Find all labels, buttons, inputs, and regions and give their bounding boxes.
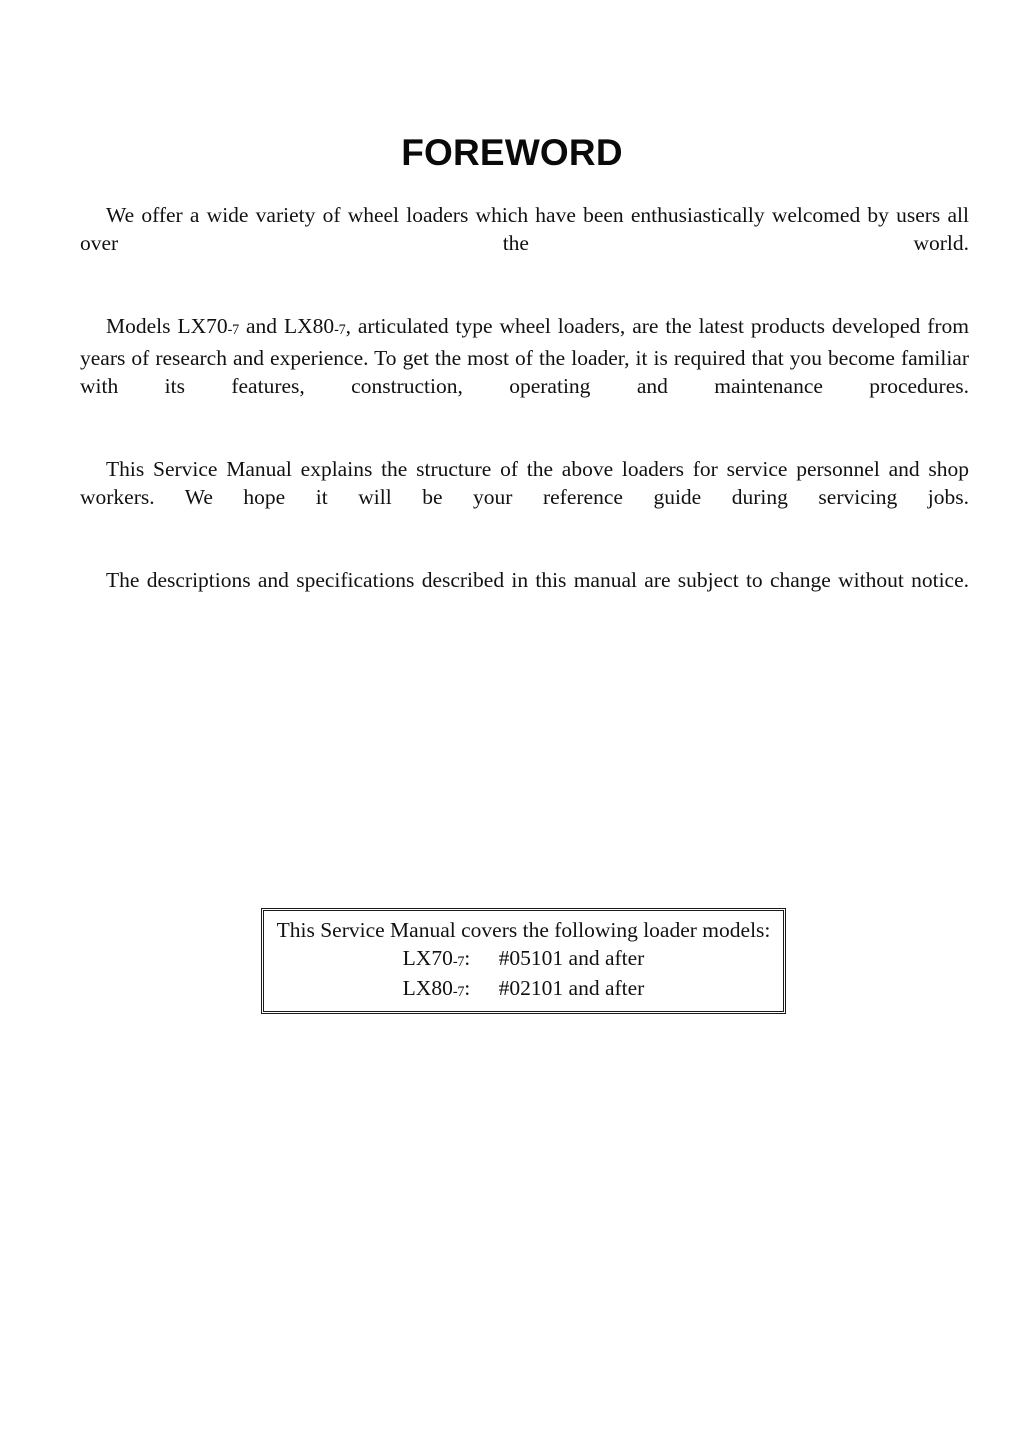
covered-model-name-lx80: LX80 bbox=[402, 976, 453, 1000]
covered-model-name-lx70: LX70 bbox=[402, 946, 453, 970]
paragraph-service-manual: This Service Manual explains the structure of the above loaders for service personnel and shop workers. We hope it will be your reference guide during servicing jobs. bbox=[80, 456, 969, 510]
paragraph-models bbox=[80, 312, 969, 429]
covered-model-serial-lx70: #05101 and after bbox=[498, 946, 645, 970]
models-paragraph-middle: and LX80 bbox=[239, 314, 335, 339]
covered-model-serial-lx80: #02101 and after bbox=[498, 976, 645, 1000]
model-lx70-suffix: -7 bbox=[227, 322, 240, 339]
covered-models-row-lx70 bbox=[403, 945, 645, 975]
paragraph-intro: We offer a wide variety of wheel loaders which have been enthusiastically welcomed by users all over the world. bbox=[80, 203, 969, 256]
model-lx80-suffix: -7 bbox=[334, 322, 346, 339]
models-paragraph-prefix: Models LX70 bbox=[106, 314, 228, 339]
models-paragraph-rest: , articulated type wheel loaders, are the latest products developed from years of research and experience. To get the most of the loader, it is required that you become familiar with its features, construction, operating and maintenance procedures. bbox=[80, 314, 970, 399]
page-title: FOREWORD bbox=[401, 132, 623, 173]
paragraph-disclaimer: The descriptions and specifications described in this manual are subject to change without notice. bbox=[106, 568, 969, 593]
covered-model-suffix-lx80: -7 bbox=[452, 984, 465, 1000]
covered-models-row-lx80 bbox=[403, 975, 645, 1005]
covered-model-suffix-lx70: -7 bbox=[452, 954, 465, 970]
covered-models-heading: This Service Manual covers the following loader models: bbox=[276, 918, 771, 942]
covered-model-colon-lx80: : bbox=[464, 976, 471, 1000]
covered-models-box bbox=[261, 908, 786, 1014]
covered-model-colon-lx70: : bbox=[464, 946, 471, 970]
body-text-block bbox=[80, 201, 969, 623]
